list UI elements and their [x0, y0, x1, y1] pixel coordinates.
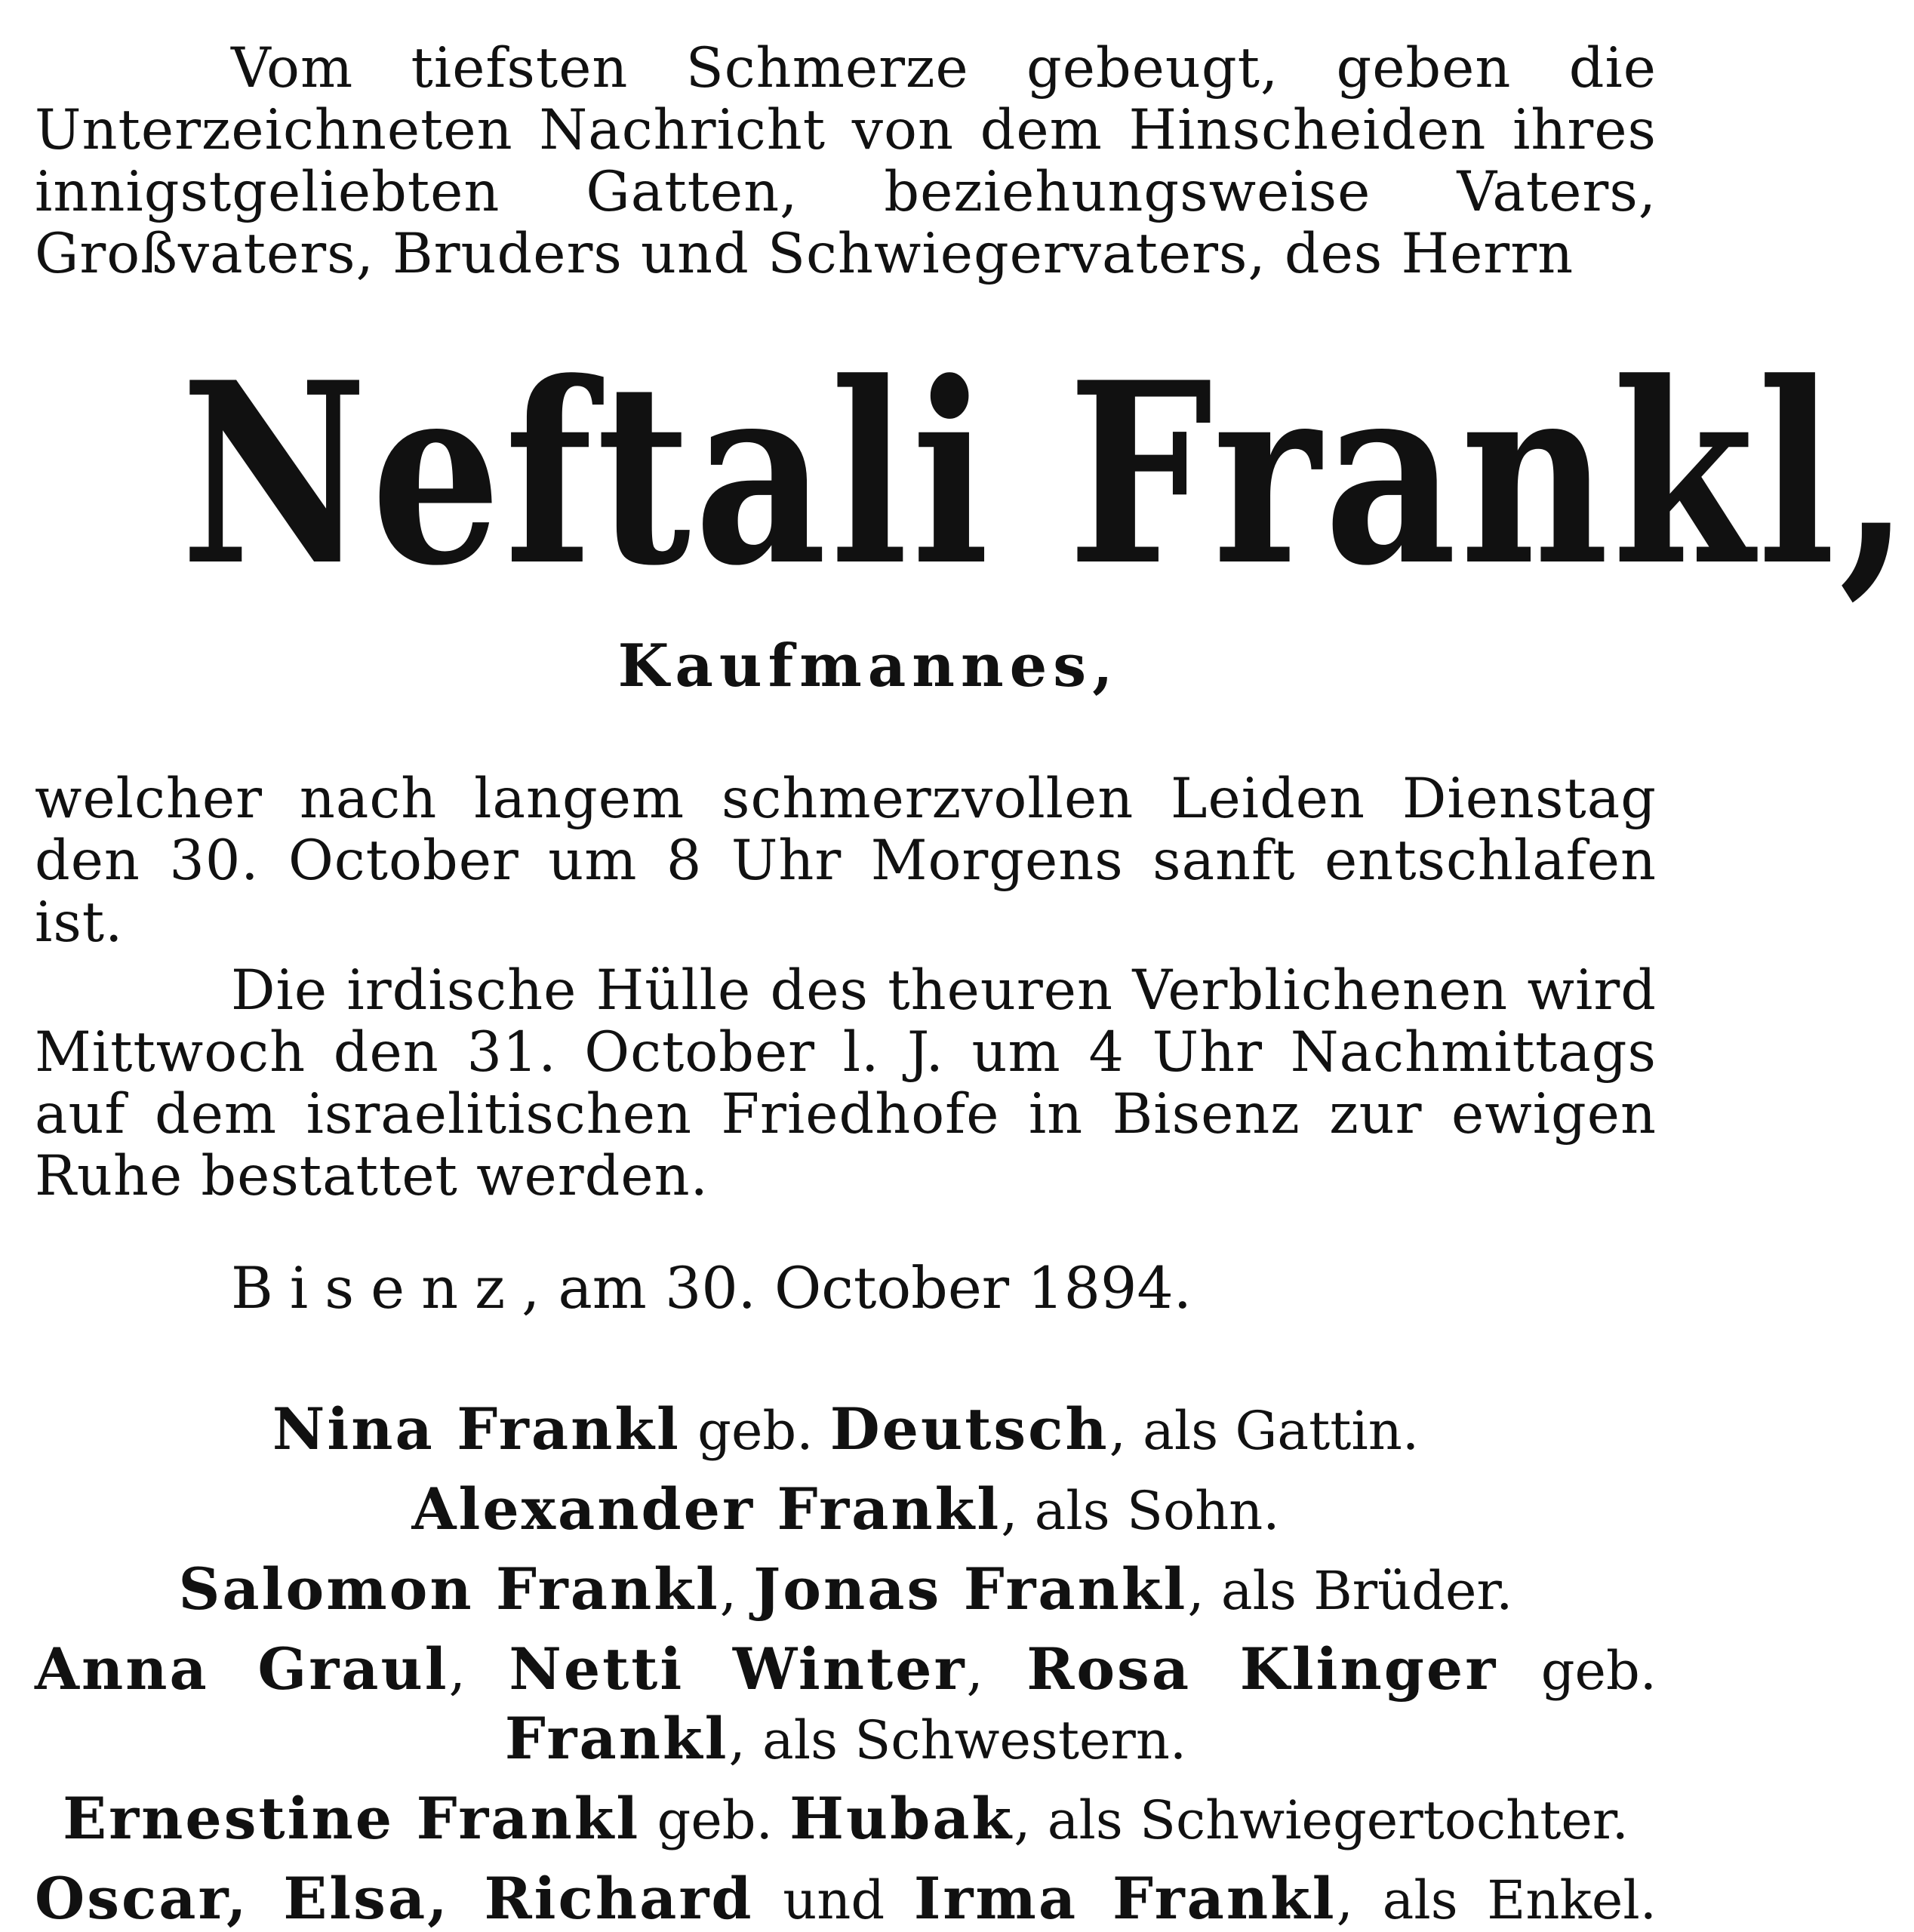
place-date-line [35, 1254, 1657, 1322]
signature-widow [35, 1395, 1657, 1463]
grandchildren-conjunction: und [783, 1869, 885, 1931]
grandchildren-names: Oscar, Elsa, Richard [35, 1865, 754, 1932]
deceased-name: Neftali Frankl, [180, 328, 1914, 620]
occupation: Kaufmannes, [617, 632, 1119, 700]
place: Bisenz [231, 1254, 522, 1321]
brother-name-1: Salomon Frankl [178, 1555, 720, 1623]
sisters-role: , als Schwestern. [728, 1709, 1187, 1771]
signature-daughter-in-law [35, 1787, 1657, 1852]
intro-paragraph: Vom tiefsten Schmerze gebeugt, geben die Unterzeichneten Nachricht von dem Hinscheiden ihres innigstgeliebten Gatten, beziehungsweise Vaters, Großvaters, Bruders und Schwiegervaters, des Herrn [35, 36, 1657, 286]
daughter-in-law-birth: geb. [657, 1789, 773, 1851]
grandchildren-role: , als Enkel. [1336, 1869, 1657, 1931]
brother-name-2: Jonas Frankl [753, 1555, 1188, 1623]
son-role: , als Sohn. [1001, 1480, 1280, 1542]
widow-role: , als Gattin. [1109, 1400, 1420, 1462]
date: , am 30. October 1894. [522, 1254, 1192, 1321]
daughter-in-law-name: Ernestine Frankl [63, 1785, 641, 1852]
daughter-in-law-role: , als Schwiegertochter. [1014, 1789, 1629, 1851]
grandchild-name: Irma Frankl [913, 1865, 1337, 1932]
sisters-birth: geb. [1540, 1640, 1657, 1702]
son-name: Alexander Frankl [411, 1475, 1002, 1543]
signature-brothers [35, 1555, 1657, 1623]
signature-grandchildren [35, 1867, 1657, 1932]
widow-name: Nina Frankl [272, 1395, 681, 1463]
widow-maiden-name: Deutsch [829, 1395, 1109, 1463]
sister-name-2: Netti Winter [509, 1635, 967, 1703]
sister-name-1: Anna Graul [35, 1635, 449, 1703]
death-paragraph: welcher nach langem schmerzvollen Leiden Dienstag den 30. October um 8 Uhr Morgens sanft entschlafen ist. [35, 767, 1657, 955]
signature-sisters-continued [35, 1707, 1657, 1772]
brothers-role: , als Brüder. [1187, 1560, 1513, 1622]
burial-paragraph: Die irdische Hülle des theuren Verblichenen wird Mittwoch den 31. October l. J. um 4 Uhr Nachmittags auf dem israelitischen Friedhofe in Bisenz zur ewigen Ruhe bestattet werden. [35, 958, 1657, 1208]
signature-sisters: Anna Graul, Netti Winter, Rosa Klinger geb. [35, 1635, 1657, 1703]
brothers-separator: , [719, 1560, 737, 1622]
signatures [35, 1395, 1657, 1932]
sisters-maiden-name: Frankl [504, 1705, 729, 1772]
widow-birth: geb. [697, 1400, 814, 1462]
sister-name-3: Rosa Klinger [1026, 1635, 1498, 1703]
daughter-in-law-maiden-name: Hubak [789, 1785, 1014, 1852]
signature-son [35, 1475, 1657, 1543]
